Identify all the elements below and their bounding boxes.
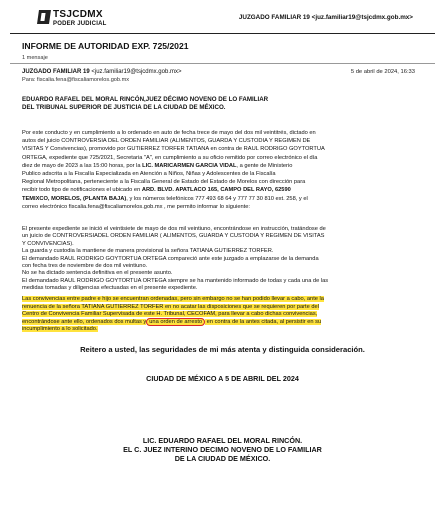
closing-line: Reitero a usted, las seguridades de mi más atenta y distinguida consideración. (80, 345, 365, 354)
addressee-line: DEL TRIBUNAL SUPERIOR DE JUSTICIA DE LA CIUDAD DE MÉXICO. (22, 104, 226, 111)
text-line: Por este conducto y en cumplimiento a lo ordenado en auto de fecha trece de mayo del dos mil veintitrés, dictado en (22, 130, 316, 136)
text-span: , a gente de Ministerio (236, 162, 293, 169)
email-date: 5 de abril de 2024, 16:33 (350, 69, 415, 75)
text-span: , y los números telefónicos 777 493 68 64 y 777 77 30 810 ext. 258, y el (126, 195, 308, 202)
text-line: El presente expediente se inició el veintisiete de mayo de dos mil veintiuno, encontrándose en instrucción, tratándose de (22, 226, 326, 232)
text-line: Regional Metropolitana, perteneciente a la Fiscalía General de Estado del Estado de Morelos con dirección para (22, 179, 306, 186)
signature-line: LIC. EDUARDO RAFAEL DEL MORAL RINCÓN. (142, 436, 303, 445)
signature-line: EL C. JUEZ INTERINO DECIMO NOVENO DE LO FAMILIAR (123, 445, 322, 454)
text-line (22, 304, 417, 312)
text-line: un juicio de CONTROVERSIADEL ORDEN FAMILIAR ( ALIMENTOS, GUARDA Y CUSTODIA Y REGIMEN DE VISITAS (22, 233, 325, 240)
highlighted-text: incumplimiento a lo solicitado. (22, 326, 98, 333)
highlighted-text: encontrándose ante ello, ordenados dos multas y (22, 318, 147, 325)
sender-header: JUZGADO FAMILIAR 19 <juz.familiar19@tsjcdmx.gob.mx> (238, 14, 413, 21)
text-line (22, 319, 417, 327)
message-count: 1 mensaje (22, 55, 48, 61)
officer-name: LIC. MARICARMEN GARCIA VIDAL (142, 162, 237, 169)
signature-block (0, 436, 445, 463)
from-address: <juz.familiar19@tsjcdmx.gob.mx> (91, 69, 182, 75)
logo-subtitle: PODER JUDICIAL (53, 21, 107, 27)
highlighted-text: renuencia de la señora TATIANA GUTIERREZ TORFER en no acatar las disposiciones que se requieren por parte del (22, 303, 319, 310)
email-subject: INFORME DE AUTORIDAD EXP. 725/2021 (22, 41, 189, 51)
highlighted-text: Las convivencias entre padre e hijo se encuentran ordenadas, pero sin embargo no se han podido llevar a cabo, ante la (22, 296, 324, 302)
text-line (22, 186, 417, 194)
text-line: La guarda y custodia la mantiene de manera provisional la señora TATIANA GUTIERREZ TORFER. (22, 248, 274, 255)
from-line (22, 69, 181, 75)
addressee-line: EDUARDO RAFAEL DEL MORAL RINCÓN,JUEZ DÉCIMO NOVENO DE LO FAMILIAR (22, 96, 269, 103)
paragraph-1 (22, 129, 417, 211)
court-emblem-icon (37, 10, 51, 24)
signature-line: DE LA CIUDAD DE MÉXICO. (174, 454, 271, 463)
text-line (22, 311, 417, 319)
text-line (22, 326, 417, 334)
text-line: medidas tomadas y diligencias efectuadas en el presente expediente. (22, 285, 198, 292)
text-line: VISITAS Y Convivencias), promovido por GUTIERREZ TORFER TATIANA en contra de RAUL RODRIGO GOYTORTUA (22, 146, 325, 153)
text-line: con fecha tres de noviembre de dos mil veintiuno. (22, 263, 148, 270)
text-span: recibir todo tipo de notificaciones el ubicado en (22, 187, 142, 194)
paragraph-3-highlighted (22, 296, 417, 334)
highlighted-text: en contra de la antes citada, al persistir en su (205, 318, 322, 325)
addressee (22, 96, 417, 112)
subject-divider (10, 63, 435, 64)
text-line: El demandado RAUL RODRIGO GOYTORTUA ORTEGA compareció ante este juzgado a emplazarse de la demanda (22, 255, 319, 262)
tsjcdmx-logo (38, 9, 108, 31)
text-line (22, 162, 417, 170)
text-line: El demandado RAUL RODRIGO GOYTORTUA ORTEGA siempre se ha mantenido informado de todas y cada una de las (22, 277, 329, 284)
text-line: Publico adscrita a la Fiscalía Especializada en Atención a Niños, Niñas y Adolescentes de la Fiscalía (22, 171, 276, 178)
address-bold: ARD. BLVD. APATLACO 165, CAMPO DEL RAYO, 62590 (141, 187, 291, 194)
text-line: No se ha dictado sentencia definitiva en el presente asunto. (22, 270, 173, 277)
logo-title: TSJCDMX (53, 9, 103, 20)
to-line: Para: fiscalia.fena@fiscaliamorelos.gob.mx (22, 77, 130, 83)
text-span: diez de mayo de 2023 a las 15:00 horas, por la (22, 162, 143, 169)
highlighted-text: Centro de Convivencia Familiar Supervisada de este H. Tribunal, CECOFAM, para llevar a cabo dichas convivencias, (22, 311, 318, 318)
from-name: JUZGADO FAMILIAR 19 (22, 69, 90, 75)
text-line: Y CONVIVENCIAS). (22, 240, 74, 247)
address-bold: TEMIXCO, MORELOS, (PLANTA BAJA) (22, 195, 127, 202)
text-line: autos del juicio CONTROVERSIA DEL ORDEN FAMILIAR (ALIMENTOS, GUARDA Y CUSTODIA Y REGIMEN DE (22, 138, 311, 145)
text-line (22, 195, 417, 203)
paragraph-2 (22, 226, 417, 293)
text-line: correo electrónico fiscalia.fena@fiscaliamorelos.gob.mx , me permito informar lo siguiente: (22, 203, 250, 210)
place-date: CIUDAD DE MÉXICO A 5 DE ABRIL DEL 2024 (146, 374, 299, 383)
text-line: ORTEGA, expediente que 725/2021, Secretaria "A", en cumplimiento a su oficio remitido por correo electrónico el día (22, 154, 318, 161)
header-divider (10, 33, 435, 34)
circled-arrest-order: una orden de arresto (146, 318, 205, 326)
text-line (22, 296, 417, 304)
